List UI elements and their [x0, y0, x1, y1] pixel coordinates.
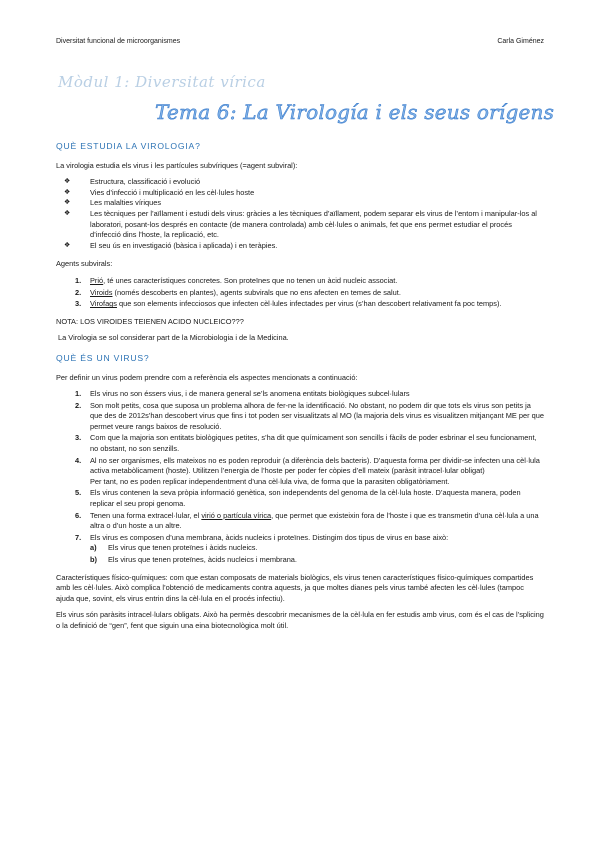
term-prio: Prió — [90, 275, 104, 285]
virologia-note: La Virologia se sol considerar part de la Microbiologia i de la Medicina. — [58, 333, 289, 343]
topics-list — [56, 177, 544, 251]
term-viroids: Viroids — [90, 287, 113, 297]
list-item: ❖ Estructura, classificació i evolució — [64, 177, 201, 187]
diamond-bullet-icon: ❖ — [64, 178, 71, 186]
list-item: ❖ Les tècniques per l’aïllament i estudi dels virus: gràcies a les tècniques d’aïllament, podem separar els virus de l’entorn i manipular-los al laboratori, posant-los després en contacte (de manera controlada) amb cèl·lules o animals, fet que ens permet estudiar el procés d’infecció dins l’hoste, la replicació, etc. — [64, 208, 537, 240]
header-course: Diversitat funcional de microorganismes — [56, 38, 181, 45]
list-item: 1. Els virus no son éssers vius, i de manera general se’ls anomena entitats biològiques subcel·lulars — [75, 389, 410, 399]
list-item: ❖ El seu ús en investigació (bàsica i aplicada) i en teràpies. — [64, 240, 278, 250]
list-item: 2. Son molt petits, cosa que suposa un problema alhora de fer-ne la identificació. No obstant, no podem dir que tots els virus son petits ja que des de 2012s’han descobert virus que fins i tot poden ser visualitzats al MO (la majoria dels virus es visualitzen mitjançant ME per que permet veure rangs baixos de resolució. — [75, 400, 544, 431]
term-virio: virió o partícula vírica — [201, 510, 272, 520]
paragraph: La virologia estudia els virus i les partícules subvíriques (=agent subviral): — [56, 160, 298, 170]
diamond-bullet-icon: ❖ — [64, 199, 71, 207]
paragraph: Per definir un virus podem prendre com a referència els aspectes mencionats a continuació: — [56, 372, 358, 382]
list-item: 3. Virofags que son elements infecciosos que infecten cèl·lules infectades per virus (s’han descobert relativament fa poc temps). — [75, 299, 502, 309]
header-author: Carla Giménez — [497, 38, 544, 45]
list-item: ❖ Les malalties víriques — [64, 198, 162, 208]
list-item: 3. Com que la majoria son entitats biològiques petites, s’ha dit que químicament son sencills i fàcils de poder esbrinar el seu funcionament, no obstant, no son senzills. — [75, 433, 537, 454]
module-title: Mòdul 1: Diversitat vírica — [58, 73, 266, 91]
agents-label: Agents subvirals: — [56, 259, 113, 269]
list-item: 7. Els virus es composen d’una membrana, àcids nucleics i proteïnes. Distingim dos tipus de virus en base això: a) Els virus que tenen proteïnes i àcids nucleics. b) Els virus que tenen proteïnes, àcids nucleics i membrana. — [56, 533, 544, 566]
diamond-bullet-icon: ❖ — [64, 188, 71, 196]
document-body — [56, 141, 544, 638]
virus-types-sublist — [90, 543, 544, 565]
diamond-bullet-icon: ❖ — [64, 209, 71, 217]
virus-aspects-list — [56, 389, 544, 566]
diamond-bullet-icon: ❖ — [64, 241, 71, 249]
list-item: ❖ Vies d’infecció i multiplicació en les cèl·lules hoste — [64, 187, 255, 197]
paragraph-parasits: Els virus són paràsits intracel·lulars obligats. Això ha permès descobrir mecanismes de la cèl·lula en fer estudis amb virus, com és el cas de l’splicing o la definició de “gen”, fent que siguin una eina biotecnològica molt útil. — [56, 610, 544, 630]
paragraph-physicochemical: Característiques físico-químiques: com que estan composats de materials biològics, els virus tenen característiques físico-químiques compartides amb les cèl·lules. Això complica l’obtenció de medicaments contra aquests, ja que moltes dianes pels virus també afecten les cèl·lules (tampoc ajuda que, sovint, els virus entrin dins la cèl·lula en el procés infectiu). — [56, 572, 534, 603]
sublist-item: b) Els virus que tenen proteïnes, àcids nucleics i membrana. — [90, 555, 297, 564]
list-item: 1. Prió, té unes característiques concretes. Son proteïnes que no tenen un àcid nucleic associat. — [75, 275, 398, 285]
term-virofags: Virofags — [90, 299, 117, 309]
list-item: 6. Tenen una forma extracel·lular, el virió o partícula vírica, que permet que existeixin fora de l’hoste i que es transmetin d’una cèl·lula a una altra o d’un hoste a un altre. — [75, 510, 539, 531]
nota-paragraph: NOTA: LOS VIROIDES TEIENEN ACIDO NUCLEICO??? — [56, 316, 244, 326]
list-item: 4. Al no ser organismes, ells mateixos no es poden reproduir (a diferència dels bacteris). D’aquesta forma per dividir-se infecten una cèl·lula activa metabòlicament (hoste). Utilitzen l’energia de l’hoste per poder fer còpies d’ell mateix (paràsit intracel·lular obligat) Per tant, no es poden replicar independentment d’una cèl·lula viva, de forma que la parasiten obligatòriament. — [75, 455, 540, 486]
list-item: 5. Els virus contenen la seva pròpia informació genètica, son independents del genoma de la cèl·lula hoste. D’aquesta manera, poden replicar el seu propi genoma. — [75, 488, 521, 509]
section-heading-virus: QUÈ ÉS UN VIRUS? — [56, 352, 150, 363]
sublist-item: a) Els virus que tenen proteïnes i àcids nucleics. — [90, 543, 258, 553]
topic-title: Tema 6: La Virología i els seus orígens — [155, 100, 555, 124]
page-header — [56, 38, 544, 45]
list-item: 2. Viroids (només descoberts en plantes), agents subvirals que no ens afecten en temes de salut. — [75, 287, 401, 297]
section-heading-virologia: QUÈ ESTUDIA LA VIROLOGIA? — [56, 141, 201, 151]
agents-list — [56, 276, 544, 310]
